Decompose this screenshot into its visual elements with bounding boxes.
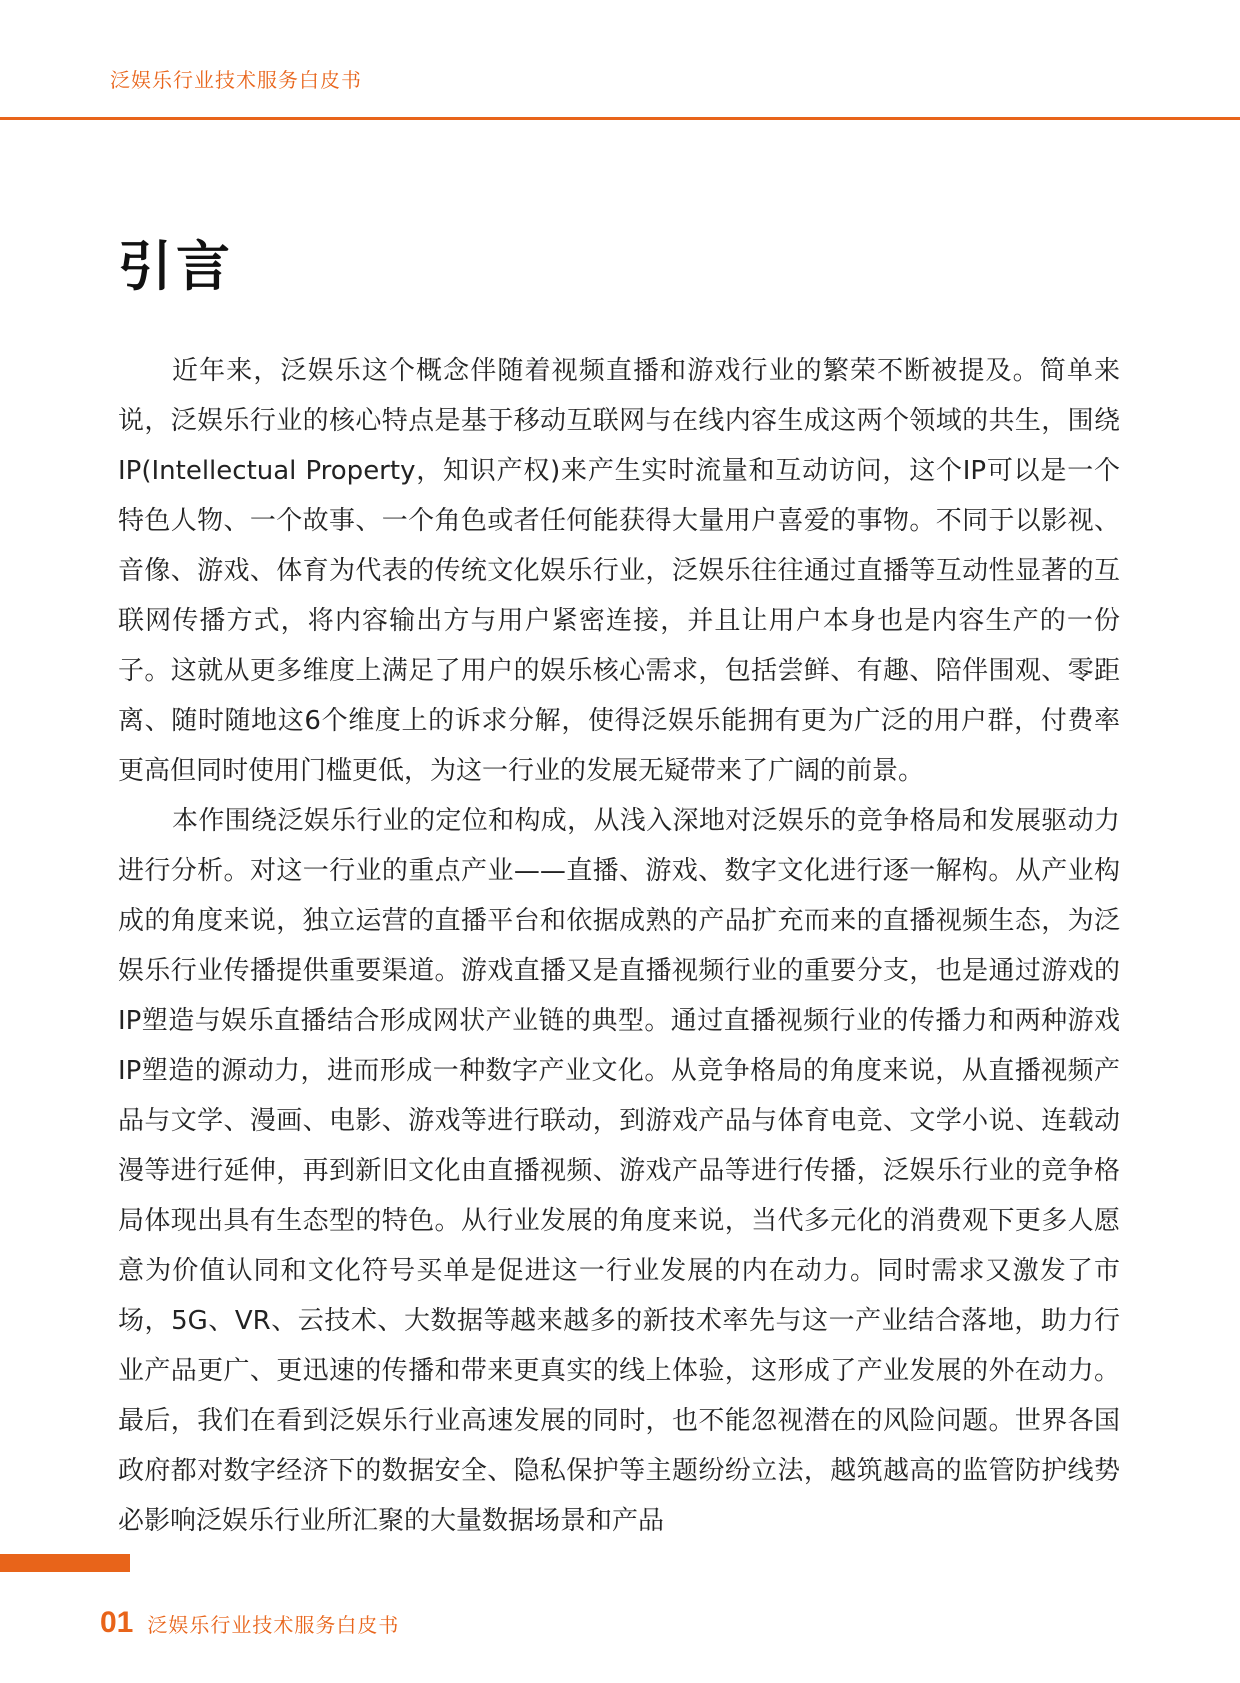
page-number: 01 [100, 1606, 134, 1639]
running-header-title: 泛娱乐行业技术服务白皮书 [110, 68, 362, 92]
paragraph: 近年来，泛娱乐这个概念伴随着视频直播和游戏行业的繁荣不断被提及。简单来说，泛娱乐行业的核心特点是基于移动互联网与在线内容生成这两个领域的共生，围绕IP(Intellectual Property，知识产权)来产生实时流量和互动访问，这个IP可以是一个特色人物、一个故事、一个角色或者任何能获得大量用户喜爱的事物。不同于以影视、音像、游戏、体育为代表的传统文化娱乐行业，泛娱乐往往通过直播等互动性显著的互联网传播方式，将内容输出方与用户紧密连接，并且让用户本身也是内容生产的一份子。这就从更多维度上满足了用户的娱乐核心需求，包括尝鲜、有趣、陪伴围观、零距离、随时随地这6个维度上的诉求分解，使得泛娱乐能拥有更为广泛的用户群，付费率更高但同时使用门槛更低，为这一行业的发展无疑带来了广阔的前景。 [118, 356, 1120, 786]
header-divider [0, 117, 1240, 120]
footer-title: 泛娱乐行业技术服务白皮书 [147, 1613, 400, 1637]
footer-accent-bar [0, 1554, 130, 1572]
page-footer [100, 1606, 399, 1646]
body-text [118, 346, 1120, 1546]
paragraph: 本作围绕泛娱乐行业的定位和构成，从浅入深地对泛娱乐的竞争格局和发展驱动力进行分析。对这一行业的重点产业——直播、游戏、数字文化进行逐一解构。从产业构成的角度来说，独立运营的直播平台和依据成熟的产品扩充而来的直播视频生态，为泛娱乐行业传播提供重要渠道。游戏直播又是直播视频行业的重要分支，也是通过游戏的IP塑造与娱乐直播结合形成网状产业链的典型。通过直播视频行业的传播力和两种游戏IP塑造的源动力，进而形成一种数字产业文化。从竞争格局的角度来说，从直播视频产品与文学、漫画、电影、游戏等进行联动，到游戏产品与体育电竞、文学小说、连载动漫等进行延伸，再到新旧文化由直播视频、游戏产品等进行传播，泛娱乐行业的竞争格局体现出具有生态型的特色。从行业发展的角度来说，当代多元化的消费观下更多人愿意为价值认同和文化符号买单是促进这一行业发展的内在动力。同时需求又激发了市场，5G、VR、云技术、大数据等越来越多的新技术率先与这一产业结合落地，助力行业产品更广、更迅速的传播和带来更真实的线上体验，这形成了产业发展的外在动力。最后，我们在看到泛娱乐行业高速发展的同时，也不能忽视潜在的风险问题。世界各国政府都对数字经济下的数据安全、隐私保护等主题纷纷立法，越筑越高的监管防护线势必影响泛娱乐行业所汇聚的大量数据场景和产品 [118, 806, 1120, 1536]
page-title: 引言 [118, 235, 234, 298]
